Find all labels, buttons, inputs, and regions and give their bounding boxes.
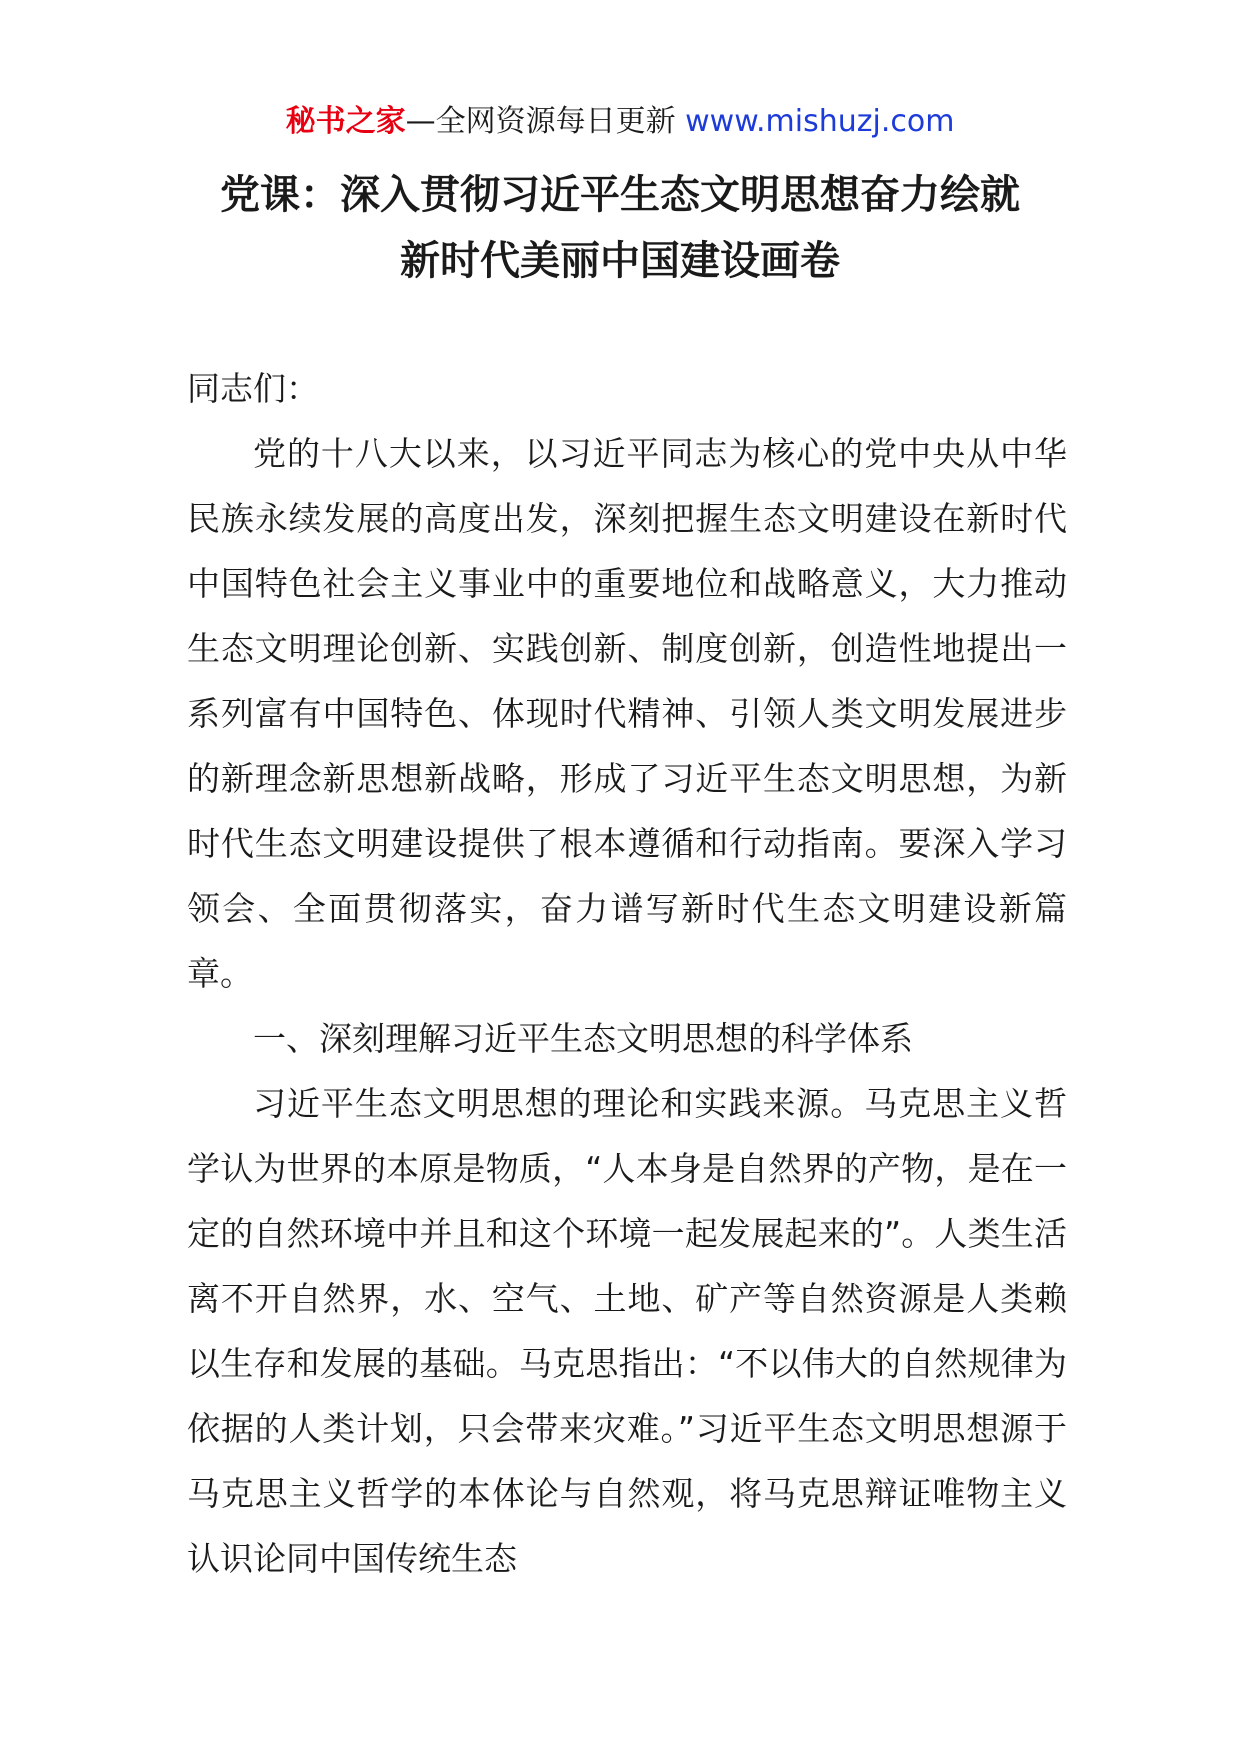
site-url-link[interactable]: www.mishuzj.com — [685, 104, 955, 139]
salutation: 同志们： — [187, 369, 319, 408]
document-title — [150, 162, 1090, 294]
brand-name: 秘书之家 — [285, 104, 406, 139]
paragraph-intro: 党的十八大以来，以习近平同志为核心的党中央从中华民族永续发展的高度出发，深刻把握生态文明建设在新时代中国特色社会主义事业中的重要地位和战略意义，大力推动生态文明理论创新、实践创新、制度创新，创造性地提出一系列富有中国特色、体现时代精神、引领人类文明发展进步的新理念新思想新战略，形成了习近平生态文明思想，为新时代生态文明建设提供了根本遵循和行动指南。要深入学习领会、全面贯彻落实，奋力谱写新时代生态文明建设新篇章。 — [187, 434, 1067, 993]
watermark-header — [0, 100, 1240, 144]
document-title-line-1: 党课：深入贯彻习近平生态文明思想奋力绘就 — [220, 172, 1020, 218]
document-title-line-2: 新时代美丽中国建设画卷 — [400, 238, 840, 284]
section-heading-1: 一、深刻理解习近平生态文明思想的科学体系 — [253, 1019, 913, 1058]
document-body — [187, 356, 1067, 1591]
header-tagline: —全网资源每日更新 — [405, 104, 676, 139]
paragraph-theory-source: 习近平生态文明思想的理论和实践来源。马克思主义哲学认为世界的本原是物质，“人本身是自然界的产物，是在一定的自然环境中并且和这个环境一起发展起来的”。人类生活离不开自然界，水、空气、土地、矿产等自然资源是人类赖以生存和发展的基础。马克思指出：“不以伟大的自然规律为依据的人类计划，只会带来灾难。”习近平生态文明思想源于马克思主义哲学的本体论与自然观，将马克思辩证唯物主义认识论同中国传统生态 — [187, 1084, 1067, 1578]
